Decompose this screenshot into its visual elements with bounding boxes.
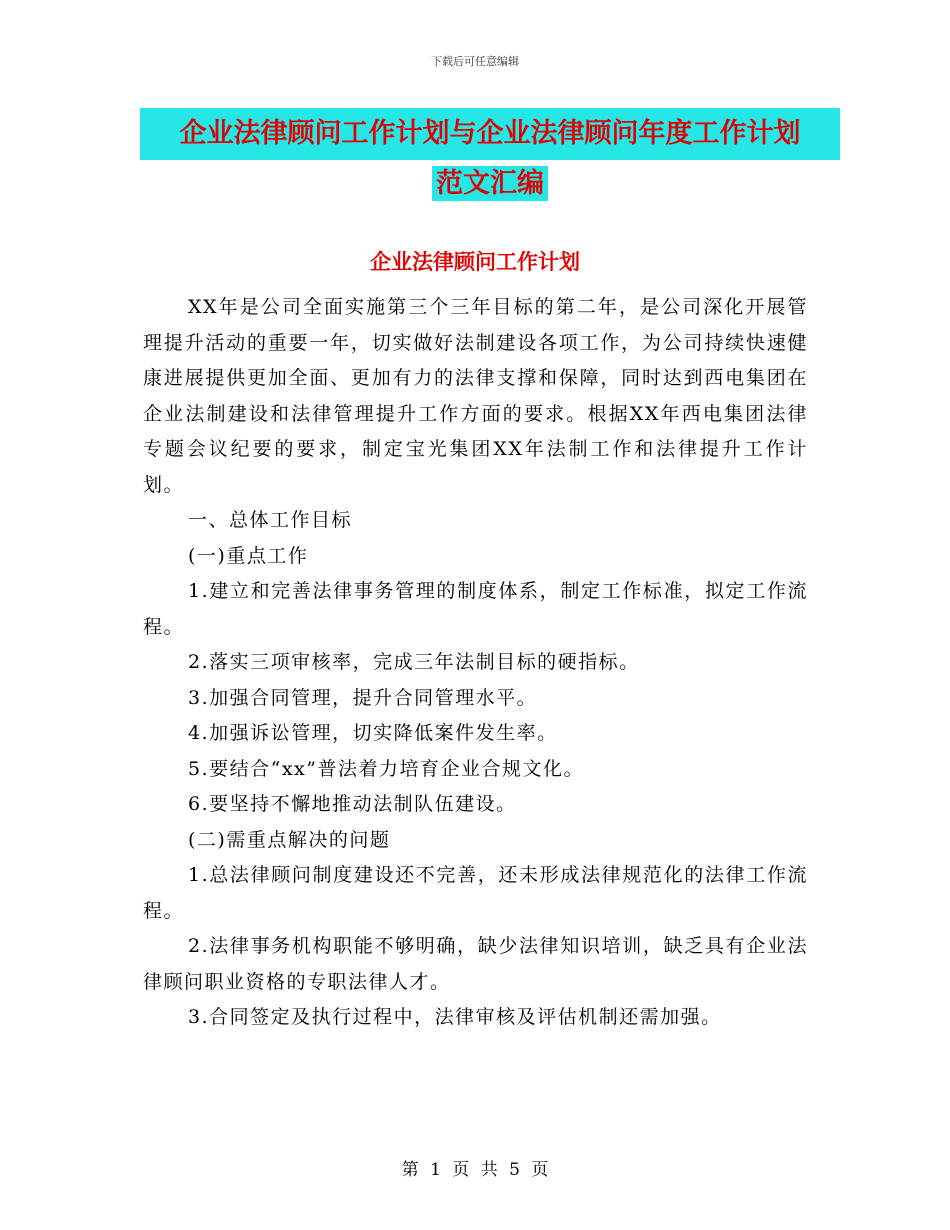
header-note: 下载后可任意编辑 xyxy=(431,55,519,68)
paragraph: 4.加强诉讼管理，切实降低案件发生率。 xyxy=(188,722,558,744)
document-title xyxy=(140,108,840,208)
title-line-1: 企业法律顾问工作计划与企业法律顾问年度工作计划 xyxy=(179,118,801,149)
paragraph: 2.法律事务机构职能不够明确，缺少法律知识培训，缺乏具有企业法律顾问职业资格的专职法律人才。 xyxy=(143,935,808,993)
paragraph: 2.落实三项审核率，完成三年法制目标的硬指标。 xyxy=(188,651,640,673)
page-number: 第 1 页 共 5 页 xyxy=(401,1160,549,1180)
paragraph: (二)需重点解决的问题 xyxy=(188,828,391,851)
paragraph: 1.总法律顾问制度建设还不完善，还未形成法律规范化的法律工作流程。 xyxy=(143,864,808,922)
section-title: 企业法律顾问工作计划 xyxy=(370,250,580,274)
paragraph: 6.要坚持不懈地推动法制队伍建设。 xyxy=(188,793,517,815)
paragraph: 3.合同签定及执行过程中，法律审核及评估机制还需加强。 xyxy=(188,1006,722,1028)
paragraph: 1.建立和完善法律事务管理的制度体系，制定工作标准，拟定工作流程。 xyxy=(143,580,808,638)
paragraph: 一、总体工作目标 xyxy=(188,509,353,531)
paragraph: 5.要结合“xx”普法着力培育企业合规文化。 xyxy=(188,757,584,780)
paragraph: XX年是公司全面实施第三个三年目标的第二年，是公司深化开展管理提升活动的重要一年，切实做好法制建设各项工作，为公司持续快速健康进展提供更加全面、更加有力的法律支撑和保障，同时达到西电集团在企业法制建设和法律管理提升工作方面的要求。根据XX年西电集团法律专题会议纪要的要求，制定宝光集团XX年法制工作和法律提升工作计划。 xyxy=(143,296,808,496)
paragraph: 3.加强合同管理，提升合同管理水平。 xyxy=(188,686,538,709)
title-line-2: 范文汇编 xyxy=(436,168,544,199)
paragraph: (一)重点工作 xyxy=(188,544,309,567)
document-body xyxy=(143,290,808,1036)
